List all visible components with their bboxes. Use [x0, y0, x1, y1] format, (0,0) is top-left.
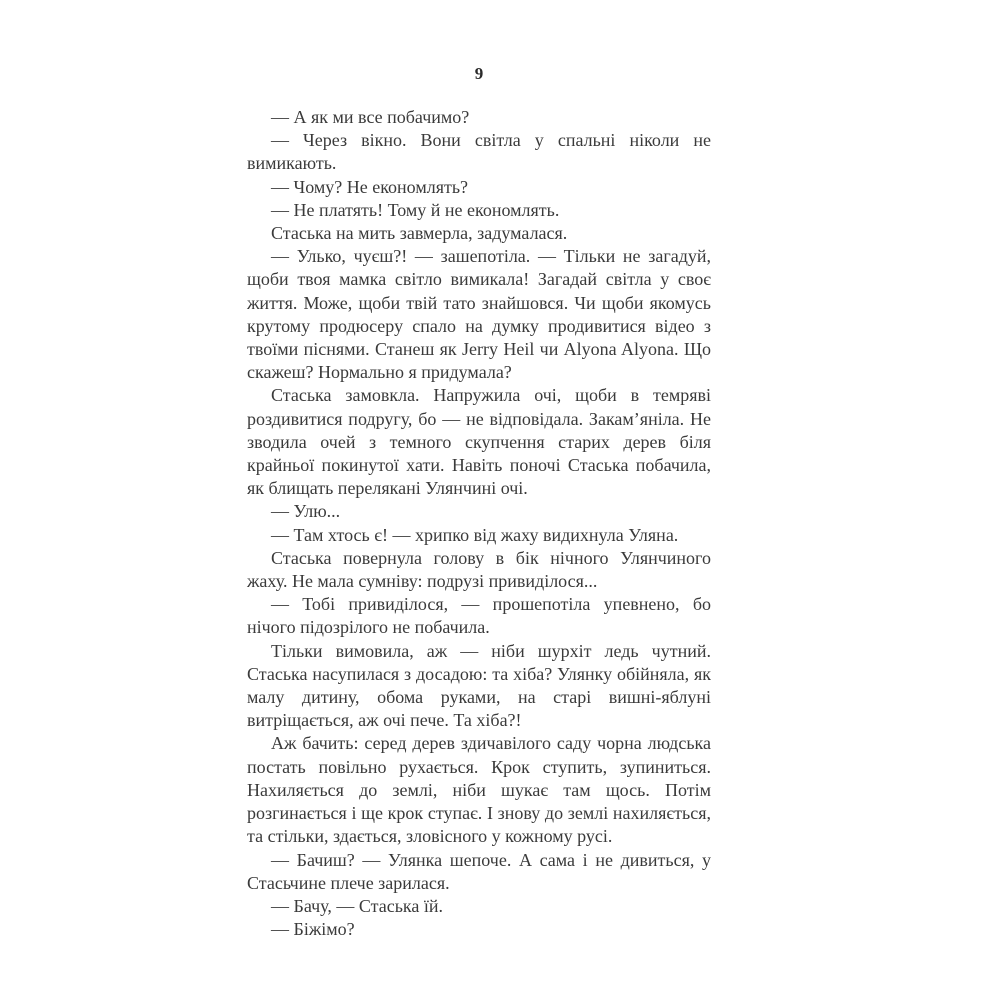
- paragraph: — Улю...: [271, 501, 341, 522]
- paragraph: — Улько, чуєш?! — зашепотіла. — Тільки не загадуй, щоби твоя мамка світло вимикала! Загадай світла у своє життя. Може, щоби твій тато знайшовся. Чи щоби якомусь крутому продюсеру спало на думку продивитися відео з твоїми піснями. Станеш як Jerry Heil чи Alyona Alyona. Що скажеш? Нормально я придумала?: [247, 246, 711, 383]
- paragraph: — Через вікно. Вони світла у спальні ніколи не вимикають.: [247, 130, 711, 174]
- book-page: [247, 62, 711, 941]
- paragraph: — Тобі привиділося, — прошепотіла упевнено, бо нічого підозрілого не побачила.: [247, 594, 711, 638]
- paragraph: — Чому? Не економлять?: [271, 176, 469, 197]
- paragraph: — Не платять! Тому й не економлять.: [271, 199, 560, 220]
- paragraph: — Бачиш? — Улянка шепоче. А сама і не дивиться, у Стасьчине плече зарилася.: [247, 849, 711, 893]
- paragraph: Аж бачить: серед дерев здичавілого саду чорна людська постать повільно рухається. Крок ступить, зупиниться. Нахиляється до землі, ніби шукає там щось. Потім розгинається і ще крок ступає. І знову до землі нахиляється, та стільки, здається, зловісного у кожному русі.: [247, 733, 711, 847]
- paragraph: Тільки вимовила, аж — ніби шурхіт ледь чутний. Стаська насупилася з досадою: та хіба? Улянку обійняла, як малу дитину, обома руками, на старі вишні-яблуні витріщається, аж очі пече. Та хіба?!: [247, 640, 711, 731]
- paragraph: Стаська замовкла. Напружила очі, щоби в темряві роздивитися подругу, бо — не відповідала. Закам’яніла. Не зводила очей з темного скупчення старих дерев біля крайньої покинутої хати. Навіть поночі Стаська побачила, як блищать перелякані Улянчині очі.: [247, 385, 711, 499]
- paragraph: — Там хтось є! — хрипко від жаху видихнула Уляна.: [271, 524, 679, 545]
- paragraph: Стаська повернула голову в бік нічного Улянчиного жаху. Не мала сумніву: подрузі привиділося...: [247, 547, 711, 592]
- paragraph: — Біжімо?: [271, 919, 355, 940]
- paragraph: — Бачу, — Стаська їй.: [271, 895, 443, 916]
- page-number: 9: [474, 64, 484, 83]
- page-body: [247, 106, 711, 941]
- paragraph: — А як ми все побачимо?: [271, 107, 470, 127]
- paragraph: Стаська на мить завмерла, задумалася.: [271, 223, 568, 244]
